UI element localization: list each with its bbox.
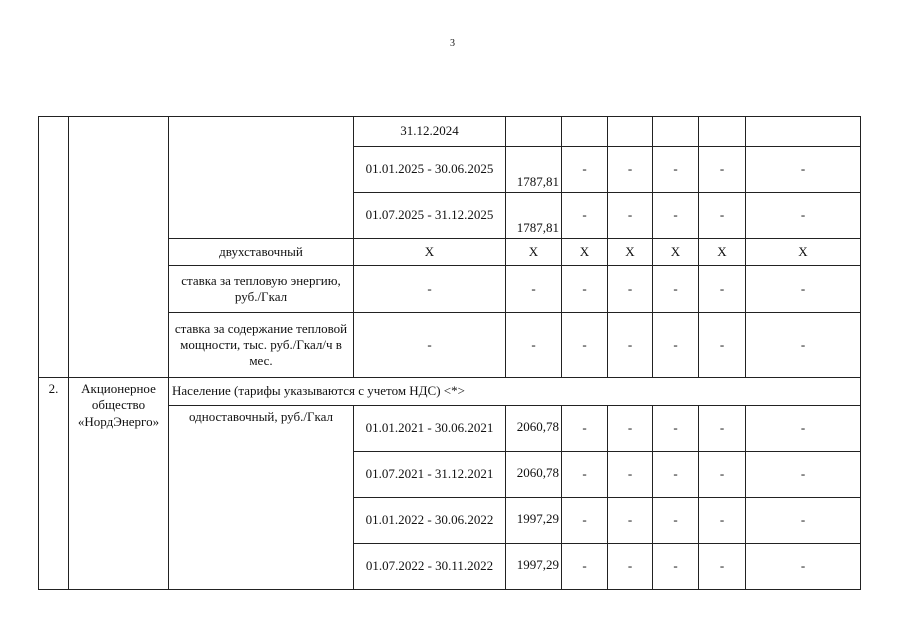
dash-cell: - [699, 406, 746, 452]
x-cell: X [354, 239, 506, 266]
dash-cell: - [608, 266, 653, 313]
value-cell [506, 117, 562, 147]
period-cell: 01.07.2022 - 30.11.2022 [354, 544, 506, 590]
dash-cell: - [653, 313, 699, 378]
dash-cell: - [699, 193, 746, 239]
dash-cell: - [746, 266, 861, 313]
tariff-type-label: двухставочный [169, 239, 354, 266]
dash-cell: - [506, 266, 562, 313]
x-cell: X [653, 239, 699, 266]
dash-cell: - [608, 313, 653, 378]
dash-cell: - [699, 452, 746, 498]
number-cell-empty [39, 117, 69, 378]
dash-cell: - [746, 147, 861, 193]
dash-cell [699, 117, 746, 147]
consumer-group-label: Население (тарифы указываются с учетом НДС) <*> [169, 378, 861, 406]
row-number: 2. [39, 378, 69, 590]
page-number: 3 [450, 38, 455, 49]
value-cell: 1997,29 [506, 544, 562, 590]
dash-cell: - [746, 452, 861, 498]
dash-cell: - [354, 313, 506, 378]
x-cell: X [608, 239, 653, 266]
dash-cell: - [608, 544, 653, 590]
dash-cell: - [653, 406, 699, 452]
dash-cell: - [699, 544, 746, 590]
period-cell: 01.01.2025 - 30.06.2025 [354, 147, 506, 193]
dash-cell [608, 117, 653, 147]
dash-cell [746, 117, 861, 147]
org-cell-empty [69, 117, 169, 378]
dash-cell: - [506, 313, 562, 378]
dash-cell: - [562, 193, 608, 239]
dash-cell: - [562, 498, 608, 544]
period-cell: 01.07.2025 - 31.12.2025 [354, 193, 506, 239]
dash-cell: - [562, 544, 608, 590]
dash-cell: - [746, 193, 861, 239]
dash-cell: - [746, 406, 861, 452]
x-cell: X [746, 239, 861, 266]
dash-cell: - [653, 452, 699, 498]
tariff-cell-empty [169, 117, 354, 239]
dash-cell: - [653, 266, 699, 313]
dash-cell: - [608, 147, 653, 193]
dash-cell: - [699, 313, 746, 378]
x-cell: X [699, 239, 746, 266]
dash-cell [562, 117, 608, 147]
dash-cell: - [562, 452, 608, 498]
period-cell: 01.07.2021 - 31.12.2021 [354, 452, 506, 498]
dash-cell: - [562, 147, 608, 193]
rate-label: ставка за тепловую энергию, руб./Гкал [169, 266, 354, 313]
period-cell: 01.01.2022 - 30.06.2022 [354, 498, 506, 544]
period-cell: 31.12.2024 [354, 117, 506, 147]
value-cell: 2060,78 [506, 406, 562, 452]
organization-name: Акционерное общество «НордЭнерго» [69, 378, 169, 590]
dash-cell: - [746, 313, 861, 378]
period-cell: 01.01.2021 - 30.06.2021 [354, 406, 506, 452]
dash-cell: - [608, 452, 653, 498]
dash-cell: - [608, 193, 653, 239]
value-cell: 1997,29 [506, 498, 562, 544]
x-cell: X [562, 239, 608, 266]
value-cell: 1787,81 [506, 147, 562, 193]
dash-cell: - [653, 147, 699, 193]
dash-cell: - [746, 544, 861, 590]
x-cell: X [506, 239, 562, 266]
rate-label: ставка за содержание тепловой мощности, тыс. руб./Гкал/ч в мес. [169, 313, 354, 378]
tariff-type-label: одноставочный, руб./Гкал [169, 406, 354, 590]
dash-cell: - [699, 147, 746, 193]
dash-cell: - [354, 266, 506, 313]
table-row [39, 117, 861, 147]
dash-cell: - [699, 498, 746, 544]
dash-cell: - [562, 406, 608, 452]
dash-cell: - [608, 498, 653, 544]
dash-cell: - [653, 544, 699, 590]
dash-cell: - [699, 266, 746, 313]
dash-cell: - [653, 193, 699, 239]
dash-cell: - [608, 406, 653, 452]
table-row [39, 378, 861, 406]
dash-cell: - [653, 498, 699, 544]
dash-cell [653, 117, 699, 147]
value-cell: 1787,81 [506, 193, 562, 239]
tariff-table [38, 116, 861, 590]
dash-cell: - [562, 266, 608, 313]
dash-cell: - [746, 498, 861, 544]
dash-cell: - [562, 313, 608, 378]
value-cell: 2060,78 [506, 452, 562, 498]
